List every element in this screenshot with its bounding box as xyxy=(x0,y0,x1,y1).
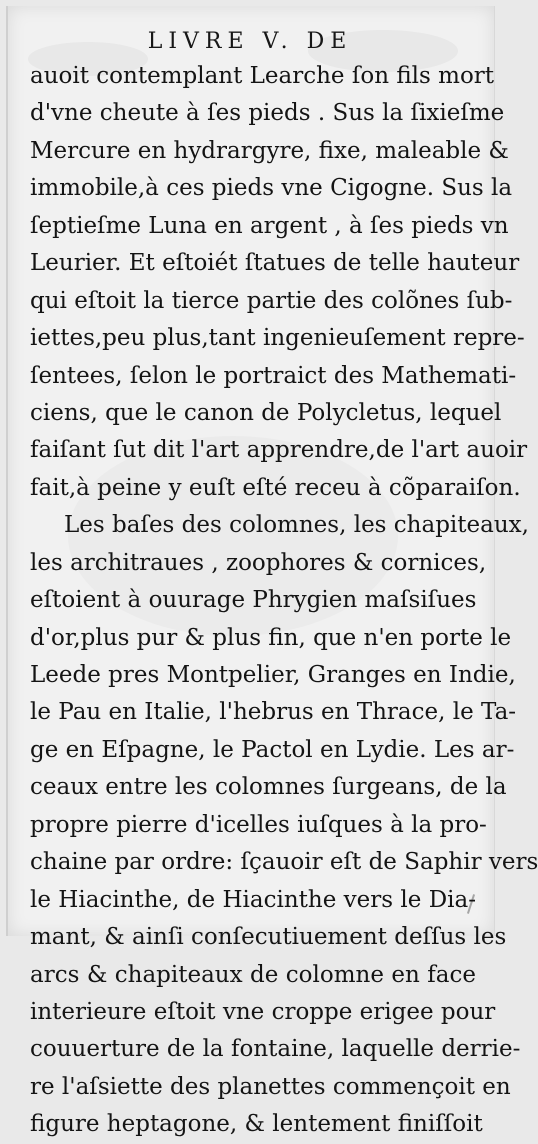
text-line: figure heptagone, & lentement finiſſoit xyxy=(30,1111,483,1138)
running-head: LIVRE V. DE xyxy=(147,29,353,54)
text-line: qui eſtoit la tierce partie des colõnes ſub- xyxy=(30,287,513,314)
text-line-paragraph-start: Les baſes des colomnes, les chapiteaux, xyxy=(64,512,529,539)
text-line: faiſant ſut dit l'art apprendre,de l'art auoir xyxy=(30,437,528,464)
text-line: re l'aſsiette des planettes commençoit en xyxy=(30,1073,511,1100)
text-line: arcs & chapiteaux de colomne en face xyxy=(30,961,476,988)
text-line: fait,à peine y euſt eſté receu à cõparaiſon. xyxy=(30,474,521,501)
text-line: ceaux entre les colomnes ſurgeans, de la xyxy=(30,774,507,801)
text-line: interieure eſtoit vne croppe erigee pour xyxy=(30,998,496,1025)
text-line: ſeptieſme Luna en argent , à ſes pieds vn xyxy=(30,212,509,239)
text-line: ſentees, ſelon le portraict des Mathemati- xyxy=(30,362,517,389)
text-line: propre pierre d'icelles iuſques à la pro- xyxy=(30,811,487,838)
text-block xyxy=(30,58,538,1144)
text-line: ge en Eſpagne, le Pactol en Lydie. Les ar- xyxy=(30,736,515,763)
text-line: chaine par ordre: ſçauoir eſt de Saphir vers xyxy=(30,849,538,876)
text-line: iettes,peu plus,tant ingenieuſement repre- xyxy=(30,325,525,352)
text-line: immobile,à ces pieds vne Cigogne. Sus la xyxy=(30,175,513,202)
text-line: couuerture de la fontaine, laquelle derrie- xyxy=(30,1036,521,1063)
text-line: le Hiacinthe, de Hiacinthe vers le Dia- xyxy=(30,886,476,913)
text-line: les architraues , zoophores & cornices, xyxy=(30,549,487,576)
text-line: ciens, que le canon de Polycletus, lequel xyxy=(30,399,502,426)
text-line: Leurier. Et eſtoiét ſtatues de telle hauteur xyxy=(30,250,520,277)
text-line: d'or,plus pur & plus fin, que n'en porte le xyxy=(30,624,512,651)
text-line: mant, & ainſi conſecutiuement deſſus les xyxy=(30,924,507,951)
text-line: le Pau en Italie, l'hebrus en Thrace, le Ta- xyxy=(30,699,517,726)
text-line: eſtoient à ouurage Phrygien maſsiſues xyxy=(30,587,477,614)
text-line: Mercure en hydrargyre, fixe, maleable & xyxy=(30,137,509,164)
text-line: d'vne cheute à ſes pieds . Sus la ſixieſme xyxy=(30,100,505,127)
text-line: Leede pres Montpelier, Granges en Indie, xyxy=(30,662,516,688)
text-line: auoit contemplant Learche ſon fils mort xyxy=(30,63,495,89)
